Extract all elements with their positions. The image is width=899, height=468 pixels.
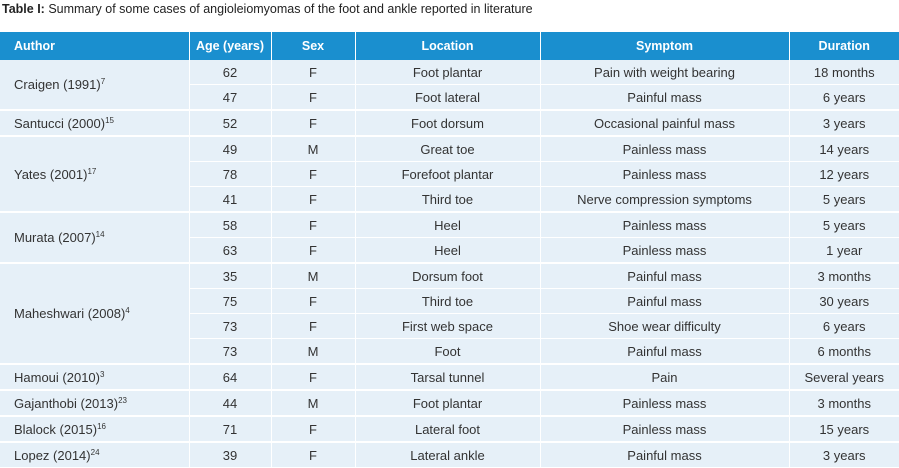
age-cell: 63 [189,238,271,264]
sex-cell: F [271,364,355,390]
symptom-cell: Painful mass [540,339,789,365]
header-symptom: Symptom [540,32,789,60]
age-cell: 52 [189,110,271,136]
symptom-cell: Painless mass [540,212,789,238]
symptom-cell: Painful mass [540,85,789,111]
caption-label: Table I: [2,2,45,16]
symptom-cell: Painless mass [540,162,789,187]
age-cell: 73 [189,339,271,365]
sex-cell: F [271,442,355,468]
sex-cell: M [271,136,355,162]
symptom-cell: Painless mass [540,136,789,162]
sex-cell: M [271,339,355,365]
duration-cell: 6 years [789,314,899,339]
table-row [0,390,899,416]
author-reference: 15 [105,115,114,125]
duration-cell: 5 years [789,212,899,238]
author-name: Gajanthobi (2013) [14,395,119,411]
duration-cell: 18 months [789,60,899,85]
location-cell: Great toe [355,136,540,162]
duration-cell: 3 years [789,110,899,136]
sex-cell: M [271,263,355,289]
symptom-cell: Painless mass [540,390,789,416]
symptom-cell: Painful mass [540,263,789,289]
author-cell [0,136,189,212]
duration-cell: 14 years [789,136,899,162]
duration-cell: 30 years [789,289,899,314]
symptom-cell: Occasional painful mass [540,110,789,136]
sex-cell: F [271,238,355,264]
author-reference: 23 [118,395,127,405]
caption-text: Summary of some cases of angioleiomyomas of the foot and ankle reported in literature [44,2,533,16]
author-name: Yates (2001) [14,166,88,182]
table-header-row [0,32,899,60]
symptom-cell: Painless mass [540,416,789,442]
header-sex: Sex [271,32,355,60]
header-location: Location [355,32,540,60]
table-row [0,416,899,442]
age-cell: 62 [189,60,271,85]
location-cell: Foot plantar [355,60,540,85]
author-reference: 24 [90,447,100,457]
sex-cell: F [271,85,355,111]
sex-cell: F [271,212,355,238]
author-reference: 3 [100,369,105,379]
table-row [0,60,899,85]
age-cell: 78 [189,162,271,187]
location-cell: Dorsum foot [355,263,540,289]
duration-cell: 1 year [789,238,899,264]
author-reference: 14 [95,230,105,239]
age-cell: 44 [189,390,271,416]
location-cell: Foot lateral [355,85,540,111]
sex-cell: F [271,289,355,314]
duration-cell: Several years [789,364,899,390]
author-name: Hamoui (2010) [14,369,100,385]
sex-cell: M [271,390,355,416]
duration-cell: 15 years [789,416,899,442]
duration-cell: 3 months [789,390,899,416]
author-reference: 16 [97,421,107,431]
age-cell: 64 [189,364,271,390]
location-cell: Foot plantar [355,390,540,416]
table-row [0,442,899,468]
location-cell: Foot dorsum [355,110,540,136]
author-cell [0,263,189,364]
author-name: Maheshwari (2008) [14,306,126,321]
age-cell: 41 [189,187,271,213]
location-cell: Heel [355,238,540,264]
age-cell: 58 [189,212,271,238]
symptom-cell: Painful mass [540,442,789,468]
author-cell [0,110,189,136]
duration-cell: 3 years [789,442,899,468]
age-cell: 49 [189,136,271,162]
author-cell [0,212,189,263]
age-cell: 47 [189,85,271,111]
author-cell [0,364,189,390]
location-cell: Heel [355,212,540,238]
author-name: Blalock (2015) [14,421,98,437]
table-body [0,60,899,468]
header-age: Age (years) [189,32,271,60]
symptom-cell: Pain [540,364,789,390]
location-cell: Lateral foot [355,416,540,442]
symptom-cell: Shoe wear difficulty [540,314,789,339]
age-cell: 39 [189,442,271,468]
author-name: Craigen (1991) [14,77,101,92]
symptom-cell: Painless mass [540,238,789,264]
duration-cell: 6 months [789,339,899,365]
author-name: Murata (2007) [14,230,96,245]
table-row [0,136,899,162]
sex-cell: F [271,416,355,442]
sex-cell: F [271,162,355,187]
sex-cell: F [271,60,355,85]
age-cell: 73 [189,314,271,339]
location-cell: Third toe [355,187,540,213]
age-cell: 35 [189,263,271,289]
author-reference: 7 [100,77,106,86]
location-cell: Forefoot plantar [355,162,540,187]
table-caption [2,2,533,16]
location-cell: Tarsal tunnel [355,364,540,390]
duration-cell: 12 years [789,162,899,187]
author-cell [0,416,189,442]
author-name: Santucci (2000) [14,115,106,131]
author-name: Lopez (2014) [14,447,91,463]
age-cell: 71 [189,416,271,442]
symptom-cell: Nerve compression symptoms [540,187,789,213]
author-cell [0,390,189,416]
duration-cell: 6 years [789,85,899,111]
duration-cell: 3 months [789,263,899,289]
table-row [0,212,899,238]
header-duration: Duration [789,32,899,60]
location-cell: Foot [355,339,540,365]
author-reference: 4 [125,306,130,315]
author-cell [0,442,189,468]
sex-cell: F [271,314,355,339]
location-cell: Third toe [355,289,540,314]
author-cell [0,60,189,110]
location-cell: First web space [355,314,540,339]
author-reference: 17 [87,166,97,176]
sex-cell: F [271,110,355,136]
table-row [0,364,899,390]
table-row [0,263,899,289]
location-cell: Lateral ankle [355,442,540,468]
header-author: Author [0,32,189,60]
duration-cell: 5 years [789,187,899,213]
age-cell: 75 [189,289,271,314]
summary-table [0,32,899,468]
table-row [0,110,899,136]
sex-cell: F [271,187,355,213]
symptom-cell: Pain with weight bearing [540,60,789,85]
symptom-cell: Painful mass [540,289,789,314]
